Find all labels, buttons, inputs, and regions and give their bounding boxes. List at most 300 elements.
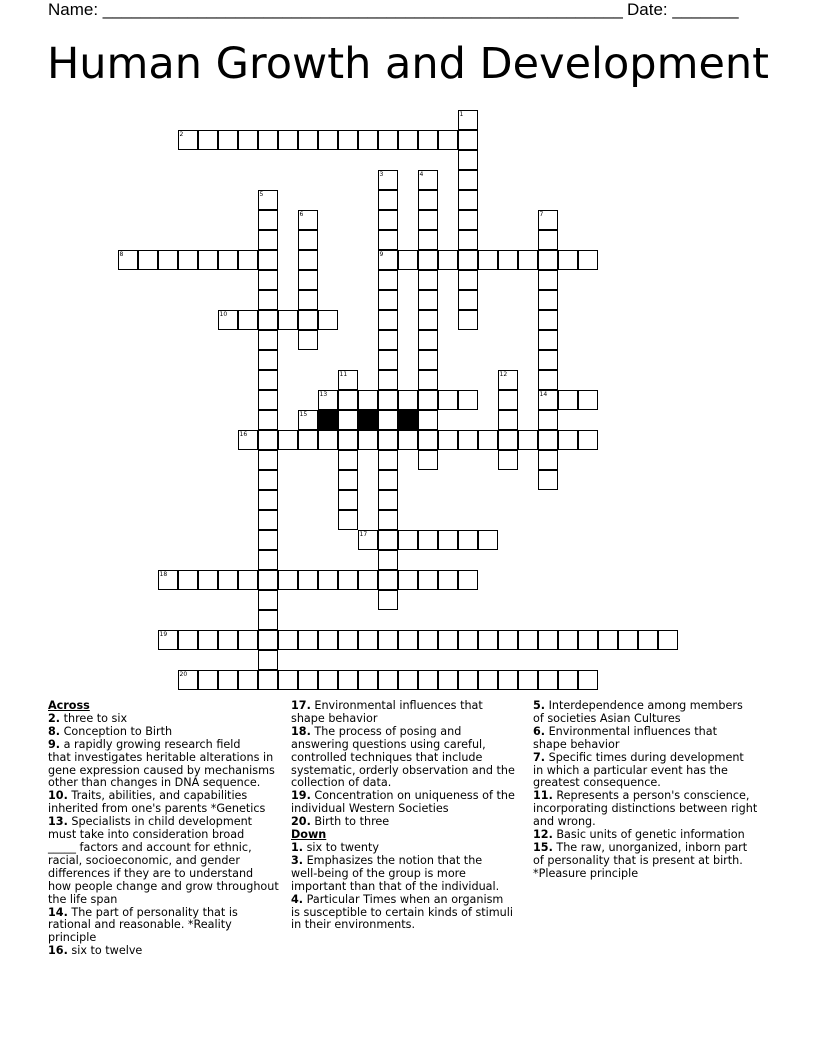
grid-cell[interactable] [418,250,438,270]
grid-cell[interactable] [378,550,398,570]
clue-item-number: 1. [291,840,304,854]
clue-number-6: 6 [299,210,304,218]
grid-cell[interactable] [258,330,278,350]
grid-cell[interactable] [318,630,338,650]
grid-cell[interactable] [558,430,578,450]
grid-cell[interactable] [418,330,438,350]
grid-cell[interactable] [298,410,318,430]
grid-cell[interactable] [258,130,278,150]
clue-item-number: 17. [291,699,311,712]
grid-cell[interactable] [458,530,478,550]
clue-item [291,894,527,933]
clue-item [48,945,284,958]
grid-cell[interactable] [438,530,458,550]
grid-cell[interactable] [658,630,678,650]
grid-cell[interactable] [458,130,478,150]
grid-cell[interactable] [238,570,258,590]
grid-cell[interactable] [438,630,458,650]
grid-cell[interactable] [378,590,398,610]
grid-cell[interactable] [318,430,338,450]
grid-cell[interactable] [418,190,438,210]
grid-cell[interactable] [458,570,478,590]
grid-cell[interactable] [398,570,418,590]
grid-cell[interactable] [358,430,378,450]
grid-cell[interactable] [158,250,178,270]
grid-cell[interactable] [498,450,518,470]
clue-item-text: Birth to three [310,815,390,829]
date-field-label[interactable]: Date: _______ [627,0,739,19]
grid-cell[interactable] [578,390,598,410]
grid-cell[interactable] [258,390,278,410]
clue-number-19: 19 [159,630,168,638]
grid-cell[interactable] [398,250,418,270]
grid-cell[interactable] [258,290,278,310]
grid-block-cell [358,410,378,430]
grid-cell[interactable] [418,450,438,470]
grid-cell[interactable] [438,670,458,690]
grid-cell[interactable] [378,450,398,470]
grid-cell[interactable] [558,390,578,410]
clue-number-15: 15 [299,410,308,418]
grid-cell[interactable] [238,430,258,450]
grid-cell[interactable] [458,210,478,230]
clue-number-8: 8 [119,250,124,258]
grid-cell[interactable] [278,570,298,590]
clue-item-number: 10. [48,789,68,803]
grid-cell[interactable] [378,190,398,210]
grid-cell[interactable] [298,270,318,290]
grid-cell[interactable] [298,250,318,270]
grid-cell[interactable] [258,610,278,630]
clue-item-number: 11. [533,789,553,803]
grid-block-cell [398,410,418,430]
grid-cell[interactable] [518,430,538,450]
grid-cell[interactable] [338,510,358,530]
grid-cell[interactable] [378,310,398,330]
clue-item-text: The part of personality that is rational and reasonable. *Reality principle [48,905,238,945]
clues-column-3 [533,700,773,881]
grid-cell[interactable] [398,430,418,450]
grid-cell[interactable] [298,130,318,150]
grid-cell[interactable] [178,630,198,650]
grid-cell[interactable] [218,630,238,650]
clue-item-text: Specialists in child development must take into consideration broad _____ factors and account for ethnic, racial, socioeconomic, and gender differences if they are to understand how people change and grow throughout the life span [48,815,279,906]
grid-cell[interactable] [438,130,458,150]
grid-cell[interactable] [338,430,358,450]
grid-cell[interactable] [258,190,278,210]
grid-cell[interactable] [518,630,538,650]
grid-cell[interactable] [258,270,278,290]
grid-cell[interactable] [418,130,438,150]
clue-item-number: 3. [291,853,304,867]
clue-item-number: 9. [48,737,61,751]
clue-item-text: six to twenty [303,840,380,854]
grid-cell[interactable] [398,630,418,650]
grid-cell[interactable] [318,130,338,150]
grid-cell[interactable] [138,250,158,270]
clue-item-number: 8. [48,724,61,738]
page-title: Human Growth and Development [46,39,770,89]
grid-cell[interactable] [498,390,518,410]
grid-cell[interactable] [398,130,418,150]
grid-cell[interactable] [358,570,378,590]
grid-cell[interactable] [258,350,278,370]
grid-cell[interactable] [458,670,478,690]
grid-cell[interactable] [358,670,378,690]
clue-item-text: six to twelve [67,944,143,958]
grid-cell[interactable] [258,410,278,430]
grid-cell[interactable] [378,250,398,270]
clue-item [48,907,284,946]
grid-cell[interactable] [278,670,298,690]
clue-item-number: 18. [291,724,311,738]
clue-item-number: 14. [48,905,68,919]
grid-cell[interactable] [178,130,198,150]
grid-cell[interactable] [458,630,478,650]
clue-item-number: 20. [291,815,311,829]
grid-cell[interactable] [418,670,438,690]
grid-cell[interactable] [478,250,498,270]
clue-item-text: Particular Times when an organism is susceptible to certain kinds of stimuli in their environments. [291,892,513,932]
grid-cell[interactable] [538,250,558,270]
clue-number-9: 9 [379,250,384,258]
clue-number-11: 11 [339,370,348,378]
grid-cell[interactable] [258,510,278,530]
grid-cell[interactable] [478,430,498,450]
grid-cell[interactable] [338,470,358,490]
grid-cell[interactable] [338,670,358,690]
grid-cell[interactable] [278,310,298,330]
grid-cell[interactable] [198,670,218,690]
grid-cell[interactable] [498,430,518,450]
grid-cell[interactable] [478,530,498,550]
clue-item-text: Specific times during development in which a particular event has the greatest consequence. [533,750,744,790]
grid-cell[interactable] [478,630,498,650]
clue-item-number: 13. [48,815,68,829]
grid-cell[interactable] [458,310,478,330]
clue-item-text: Traits, abilities, and capabilities inherited from one's parents *Genetics [48,789,266,816]
grid-cell[interactable] [418,230,438,250]
grid-cell[interactable] [538,270,558,290]
grid-cell[interactable] [198,630,218,650]
grid-cell[interactable] [318,670,338,690]
grid-cell[interactable] [538,330,558,350]
grid-cell[interactable] [638,630,658,650]
grid-cell[interactable] [298,630,318,650]
clue-item [291,790,527,816]
grid-cell[interactable] [418,390,438,410]
grid-cell[interactable] [258,470,278,490]
grid-cell[interactable] [458,230,478,250]
grid-cell[interactable] [538,350,558,370]
clues-column-2 [291,700,527,932]
clue-number-13: 13 [319,390,328,398]
clue-item [533,842,773,881]
grid-cell[interactable] [198,570,218,590]
grid-cell[interactable] [578,430,598,450]
grid-cell[interactable] [358,530,378,550]
grid-cell[interactable] [378,270,398,290]
grid-cell[interactable] [438,570,458,590]
grid-cell[interactable] [218,570,238,590]
grid-cell[interactable] [418,270,438,290]
grid-cell[interactable] [218,250,238,270]
grid-cell[interactable] [238,310,258,330]
grid-cell[interactable] [438,430,458,450]
clue-number-10: 10 [219,310,228,318]
grid-cell[interactable] [378,530,398,550]
grid-cell[interactable] [258,490,278,510]
clue-item-number: 16. [48,944,68,958]
clue-item-text: The process of posing and answering questions using careful, controlled techniques that include systematic, orderly observation and the collection of data. [291,724,515,790]
grid-cell[interactable] [458,430,478,450]
grid-cell[interactable] [578,250,598,270]
grid-cell[interactable] [418,170,438,190]
grid-cell[interactable] [458,390,478,410]
grid-cell[interactable] [338,630,358,650]
grid-cell[interactable] [238,630,258,650]
clue-item [291,855,527,894]
grid-cell[interactable] [358,630,378,650]
grid-cell[interactable] [258,250,278,270]
grid-cell[interactable] [158,630,178,650]
grid-cell[interactable] [278,430,298,450]
grid-cell[interactable] [438,250,458,270]
clue-item [48,739,284,791]
clue-number-14: 14 [539,390,548,398]
grid-cell[interactable] [398,670,418,690]
grid-cell[interactable] [278,130,298,150]
grid-cell[interactable] [378,330,398,350]
grid-cell[interactable] [298,310,318,330]
grid-cell[interactable] [338,490,358,510]
clue-item [48,816,284,906]
grid-cell[interactable] [298,230,318,250]
clue-item-text: Interdependence among members of societies Asian Cultures [533,699,743,725]
grid-cell[interactable] [218,310,238,330]
grid-cell[interactable] [258,210,278,230]
grid-cell[interactable] [578,630,598,650]
grid-cell[interactable] [338,390,358,410]
grid-cell[interactable] [398,530,418,550]
clue-number-4: 4 [419,170,424,178]
grid-cell[interactable] [258,650,278,670]
grid-cell[interactable] [378,570,398,590]
grid-cell[interactable] [258,430,278,450]
grid-cell[interactable] [418,350,438,370]
grid-cell[interactable] [618,630,638,650]
grid-cell[interactable] [278,630,298,650]
clue-number-5: 5 [259,190,264,198]
grid-cell[interactable] [538,670,558,690]
grid-cell[interactable] [458,170,478,190]
grid-cell[interactable] [198,130,218,150]
grid-cell[interactable] [318,390,338,410]
grid-cell[interactable] [538,390,558,410]
grid-cell[interactable] [258,450,278,470]
grid-cell[interactable] [458,250,478,270]
grid-cell[interactable] [418,310,438,330]
grid-cell[interactable] [538,430,558,450]
clue-heading-across: Across [48,699,90,712]
grid-cell[interactable] [378,510,398,530]
grid-cell[interactable] [178,250,198,270]
grid-cell[interactable] [338,130,358,150]
grid-cell[interactable] [238,130,258,150]
clue-item-number: 4. [291,892,304,906]
grid-cell[interactable] [338,410,358,430]
grid-cell[interactable] [198,250,218,270]
grid-cell[interactable] [258,310,278,330]
grid-cell[interactable] [378,430,398,450]
clue-item-text: Emphasizes the notion that the well-being of the group is more important than that of the individual. [291,853,500,893]
grid-cell[interactable] [538,290,558,310]
grid-cell[interactable] [258,630,278,650]
grid-cell[interactable] [178,570,198,590]
grid-cell[interactable] [558,630,578,650]
grid-cell[interactable] [478,670,498,690]
grid-cell[interactable] [518,670,538,690]
grid-cell[interactable] [298,290,318,310]
clue-item-number: 12. [533,828,553,842]
grid-cell[interactable] [418,410,438,430]
grid-cell[interactable] [378,390,398,410]
grid-cell[interactable] [378,670,398,690]
grid-cell[interactable] [578,670,598,690]
clue-item-text: a rapidly growing research field that investigates heritable alterations in gene expression caused by mechanisms other than changes in DNA sequence. [48,737,275,790]
grid-cell[interactable] [438,390,458,410]
grid-cell[interactable] [418,370,438,390]
clue-number-16: 16 [239,430,248,438]
grid-cell[interactable] [398,390,418,410]
grid-cell[interactable] [318,310,338,330]
grid-cell[interactable] [558,670,578,690]
grid-cell[interactable] [298,430,318,450]
grid-cell[interactable] [418,630,438,650]
clue-number-1: 1 [459,110,464,118]
grid-cell[interactable] [538,310,558,330]
grid-cell[interactable] [258,550,278,570]
grid-cell[interactable] [558,250,578,270]
clue-item [533,700,773,726]
clue-item [291,726,527,791]
grid-cell[interactable] [598,630,618,650]
grid-cell[interactable] [258,670,278,690]
grid-cell[interactable] [378,470,398,490]
grid-cell[interactable] [298,330,318,350]
grid-cell[interactable] [498,370,518,390]
clue-item [48,790,284,816]
grid-cell[interactable] [538,210,558,230]
clue-item [291,816,527,829]
grid-cell[interactable] [318,570,338,590]
clue-item-number: 7. [533,750,546,764]
grid-cell[interactable] [218,670,238,690]
grid-cell[interactable] [118,250,138,270]
grid-cell[interactable] [418,430,438,450]
grid-cell[interactable] [338,450,358,470]
grid-cell[interactable] [378,170,398,190]
clue-number-2: 2 [179,130,184,138]
clue-item-text: The raw, unorganized, inborn part of personality that is present at birth. *Pleasure principle [533,840,748,880]
clue-item-text: Represents a person's conscience, incorporating distinctions between right and wrong. [533,789,758,829]
grid-cell[interactable] [358,390,378,410]
clue-item-number: 2. [48,711,61,725]
clue-heading-down: Down [291,828,327,842]
clues-column-1 [48,700,284,958]
grid-cell[interactable] [338,370,358,390]
grid-cell[interactable] [418,570,438,590]
grid-cell[interactable] [458,110,478,130]
name-field-label[interactable]: Name: _______________________________________________________ [48,0,623,19]
grid-cell[interactable] [498,670,518,690]
grid-block-cell [318,410,338,430]
grid-cell[interactable] [218,130,238,150]
grid-cell[interactable] [538,370,558,390]
grid-cell[interactable] [418,290,438,310]
grid-cell[interactable] [518,250,538,270]
clue-item-text: Environmental influences that shape behavior [291,699,483,725]
grid-cell[interactable] [538,410,558,430]
clue-item-number: 6. [533,724,546,738]
grid-cell[interactable] [538,450,558,470]
grid-cell[interactable] [458,290,478,310]
grid-cell[interactable] [258,570,278,590]
grid-cell[interactable] [458,270,478,290]
clue-number-18: 18 [159,570,168,578]
clue-item-number: 15. [533,840,553,854]
grid-cell[interactable] [418,210,438,230]
grid-cell[interactable] [498,410,518,430]
grid-cell[interactable] [298,210,318,230]
grid-cell[interactable] [378,350,398,370]
grid-cell[interactable] [258,590,278,610]
grid-cell[interactable] [378,490,398,510]
clue-item-number: 5. [533,699,546,712]
grid-cell[interactable] [178,670,198,690]
grid-cell[interactable] [378,210,398,230]
grid-cell[interactable] [378,230,398,250]
grid-cell[interactable] [378,290,398,310]
grid-cell[interactable] [378,370,398,390]
grid-cell[interactable] [538,470,558,490]
clue-item-number: 19. [291,789,311,803]
grid-cell[interactable] [418,530,438,550]
clue-number-7: 7 [539,210,544,218]
grid-cell[interactable] [238,670,258,690]
grid-cell[interactable] [538,230,558,250]
grid-cell[interactable] [498,630,518,650]
grid-cell[interactable] [458,150,478,170]
grid-cell[interactable] [498,250,518,270]
grid-cell[interactable] [258,230,278,250]
grid-cell[interactable] [338,570,358,590]
grid-cell[interactable] [378,630,398,650]
grid-cell[interactable] [158,570,178,590]
grid-cell[interactable] [258,370,278,390]
grid-cell[interactable] [298,670,318,690]
grid-cell[interactable] [458,190,478,210]
grid-cell[interactable] [298,570,318,590]
clue-number-20: 20 [179,670,188,678]
grid-cell[interactable] [258,530,278,550]
clue-item-text: Concentration on uniqueness of the individual Western Societies [291,789,515,816]
grid-cell[interactable] [358,130,378,150]
grid-cell[interactable] [378,410,398,430]
grid-cell[interactable] [538,630,558,650]
grid-cell[interactable] [238,250,258,270]
grid-cell[interactable] [378,130,398,150]
